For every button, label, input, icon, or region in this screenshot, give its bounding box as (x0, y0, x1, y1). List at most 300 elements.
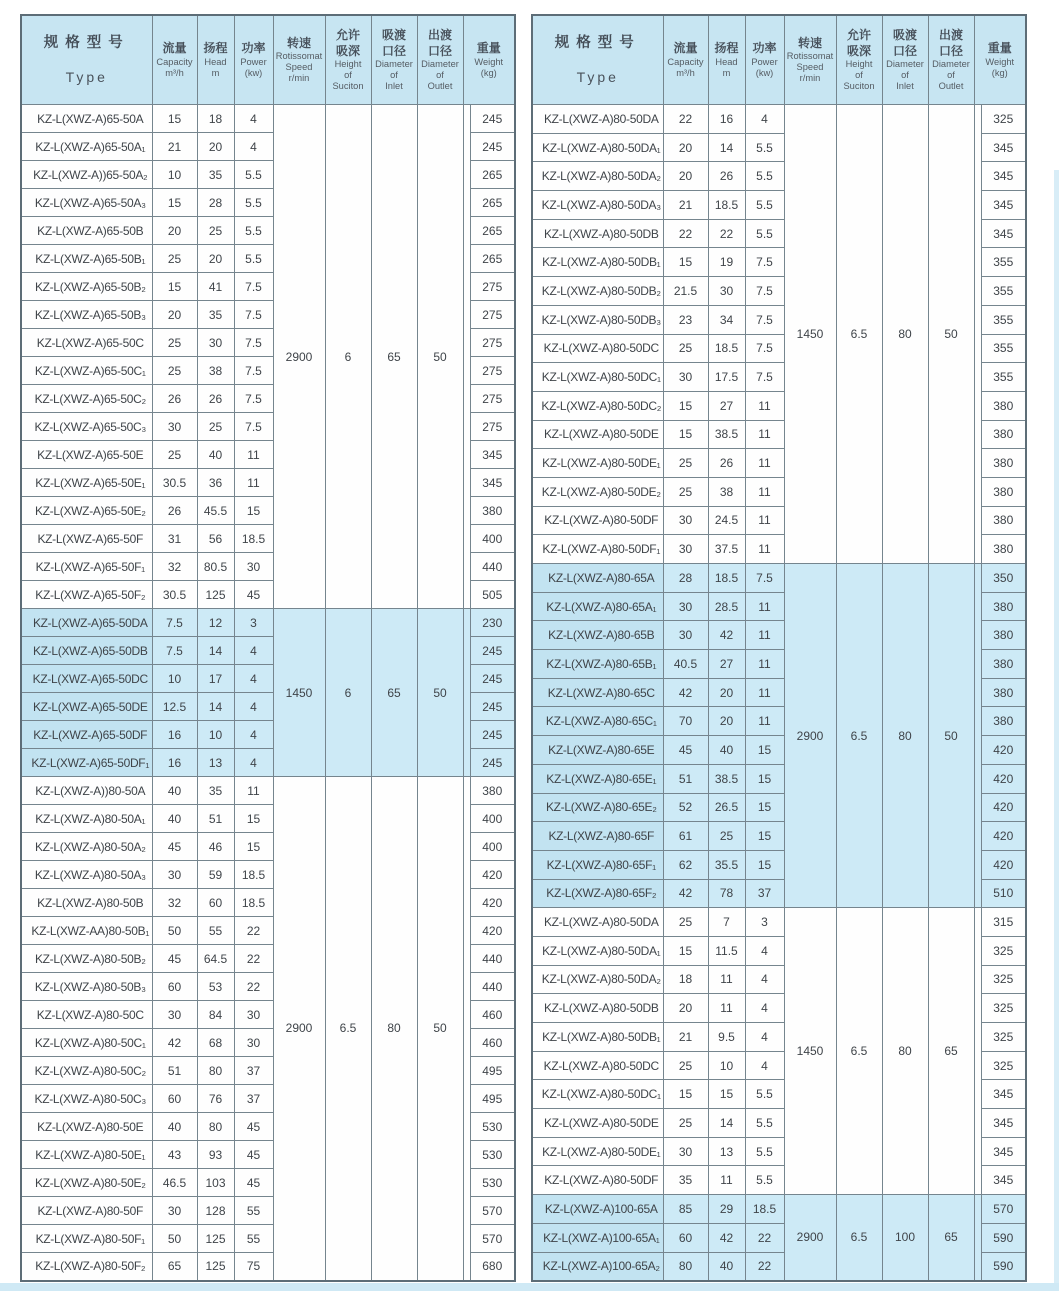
cell-weight: 380 (981, 391, 1026, 420)
cell-head: 18.5 (708, 334, 745, 363)
cell-capacity: 52 (663, 793, 708, 822)
cell-weight: 325 (981, 105, 1026, 134)
cell-capacity: 20 (152, 301, 197, 329)
cell-weight: 420 (981, 793, 1026, 822)
cell-type: KZ-L(XWZ-A)65-50B₃ (21, 301, 152, 329)
cell-inlet-group1: 80 (882, 105, 928, 564)
cell-head: 24.5 (708, 506, 745, 535)
cell-power: 7.5 (745, 305, 784, 334)
cell-type: KZ-L(XWZ-A)100-65A₁ (532, 1223, 663, 1252)
cell-type: KZ-L(XWZ-A)80-50A₃ (21, 861, 152, 889)
cell-capacity: 30 (152, 1197, 197, 1225)
cell-capacity: 22 (663, 105, 708, 134)
cell-weight: 460 (470, 1001, 515, 1029)
header-cell-weight: 重量 Weight (kg) (974, 15, 1026, 105)
header-cell-head: 扬程 Head m (197, 15, 234, 105)
cell-capacity: 32 (152, 553, 197, 581)
cell-head: 16 (708, 105, 745, 134)
cell-capacity: 25 (152, 329, 197, 357)
cell-type: KZ-L(XWZ-A)80-50E₂ (21, 1169, 152, 1197)
cell-capacity: 15 (663, 248, 708, 277)
cell-power: 7.5 (234, 357, 273, 385)
table-body (532, 105, 1026, 1281)
cell-weight: 265 (470, 189, 515, 217)
cell-head: 10 (197, 721, 234, 749)
cell-type: KZ-L(XWZ-A))80-50A (21, 777, 152, 805)
cell-head: 80 (197, 1113, 234, 1141)
cell-weight: 420 (981, 736, 1026, 765)
cell-head: 13 (708, 1137, 745, 1166)
page-edge-strip-bottom (0, 1283, 1059, 1291)
cell-weight: 400 (470, 805, 515, 833)
cell-head: 29 (708, 1195, 745, 1224)
cell-capacity: 25 (152, 245, 197, 273)
cell-power: 37 (234, 1057, 273, 1085)
cell-power: 18.5 (234, 525, 273, 553)
cell-head: 13 (197, 749, 234, 777)
left-table (20, 14, 516, 1282)
cell-type: KZ-L(XWZ-A)80-50DB₁ (532, 1023, 663, 1052)
cell-type: KZ-L(XWZ-A)80-50F (21, 1197, 152, 1225)
cell-capacity: 40 (152, 777, 197, 805)
cell-capacity: 51 (152, 1057, 197, 1085)
cell-suction-group2: 6 (325, 609, 371, 777)
cell-power: 7.5 (234, 273, 273, 301)
cell-capacity: 16 (152, 721, 197, 749)
cell-head: 17.5 (708, 363, 745, 392)
cell-type: KZ-L(XWZ-A)65-50C₁ (21, 357, 152, 385)
cell-head: 14 (708, 133, 745, 162)
cell-suction-group4: 6.5 (836, 1195, 882, 1281)
spec-table-left (20, 14, 516, 1282)
cell-head: 25 (197, 413, 234, 441)
cell-type: KZ-L(XWZ-A)65-50E₁ (21, 469, 152, 497)
cell-power: 3 (234, 609, 273, 637)
cell-head: 68 (197, 1029, 234, 1057)
cell-head: 78 (708, 879, 745, 908)
cell-capacity: 50 (152, 917, 197, 945)
cell-type: KZ-L(XWZ-A)65-50A₃ (21, 189, 152, 217)
cell-type: KZ-L(XWZ-A)80-50DC₁ (532, 1080, 663, 1109)
cell-weight: 350 (981, 564, 1026, 593)
cell-power: 7.5 (234, 329, 273, 357)
cell-capacity: 7.5 (152, 637, 197, 665)
cell-capacity: 21 (152, 133, 197, 161)
cell-power: 4 (745, 105, 784, 134)
cell-type: KZ-L(XWZ-A)80-65F (532, 822, 663, 851)
header-cell-speed: 转速 Rotissomat Speed r/min (273, 15, 325, 105)
cell-capacity: 21 (663, 191, 708, 220)
cell-weight: 275 (470, 357, 515, 385)
cell-power: 4 (234, 721, 273, 749)
cell-power: 15 (745, 764, 784, 793)
cell-type: KZ-L(XWZ-A)65-50DC (21, 665, 152, 693)
cell-power: 4 (234, 749, 273, 777)
header-cell-speed: 转速 Rotissomat Speed r/min (784, 15, 836, 105)
cell-head: 19 (708, 248, 745, 277)
cell-head: 38.5 (708, 420, 745, 449)
cell-power: 5.5 (745, 162, 784, 191)
cell-outlet-group1: 50 (417, 105, 463, 609)
cell-power: 5.5 (234, 217, 273, 245)
cell-power: 22 (234, 945, 273, 973)
cell-power: 22 (745, 1252, 784, 1281)
cell-capacity: 40.5 (663, 650, 708, 679)
cell-weight: 420 (470, 889, 515, 917)
cell-inlet-group4: 100 (882, 1195, 928, 1281)
cell-head: 30 (197, 329, 234, 357)
cell-power: 7.5 (745, 334, 784, 363)
cell-power: 4 (745, 1051, 784, 1080)
cell-weight: 345 (981, 1166, 1026, 1195)
cell-type: KZ-L(XWZ-A)80-50B₂ (21, 945, 152, 973)
cell-type: KZ-L(XWZ-A)80-50E (21, 1113, 152, 1141)
cell-head: 40 (197, 441, 234, 469)
cell-weight: 420 (981, 850, 1026, 879)
cell-head: 25 (708, 822, 745, 851)
cell-capacity: 60 (152, 1085, 197, 1113)
cell-power: 7.5 (234, 413, 273, 441)
cell-head: 35 (197, 777, 234, 805)
cell-weight: 380 (470, 497, 515, 525)
cell-power: 22 (234, 973, 273, 1001)
cell-weight: 275 (470, 273, 515, 301)
cell-head: 14 (708, 1109, 745, 1138)
cell-type: KZ-L(XWZ-A)80-50DC₁ (532, 363, 663, 392)
cell-power: 11 (234, 469, 273, 497)
cell-type: KZ-L(XWZ-A)80-65F₂ (532, 879, 663, 908)
cell-head: 80.5 (197, 553, 234, 581)
cell-head: 38.5 (708, 764, 745, 793)
cell-power: 7.5 (745, 564, 784, 593)
cell-weight: 400 (470, 525, 515, 553)
cell-weight: 590 (981, 1252, 1026, 1281)
cell-power: 7.5 (745, 248, 784, 277)
cell-power: 18.5 (745, 1195, 784, 1224)
cell-head: 34 (708, 305, 745, 334)
cell-power: 15 (234, 497, 273, 525)
cell-type: KZ-L(XWZ-A)80-50DE₂ (532, 477, 663, 506)
header-cell-outlet: 出渡 口径 Diameter of Outlet (928, 15, 974, 105)
cell-capacity: 25 (663, 334, 708, 363)
cell-weight: 570 (470, 1225, 515, 1253)
header-row (21, 15, 515, 105)
cell-capacity: 45 (152, 833, 197, 861)
cell-weight: 530 (470, 1169, 515, 1197)
cell-head: 35 (197, 301, 234, 329)
cell-capacity: 42 (663, 678, 708, 707)
header-cell-weight: 重量 Weight (kg) (463, 15, 515, 105)
cell-capacity: 40 (152, 805, 197, 833)
cell-head: 27 (708, 391, 745, 420)
cell-weight: 380 (981, 535, 1026, 564)
cell-spacer (974, 105, 981, 564)
cell-power: 30 (234, 1029, 273, 1057)
cell-head: 38 (197, 357, 234, 385)
cell-type: KZ-L(XWZ-A)80-50B₃ (21, 973, 152, 1001)
cell-power: 11 (745, 420, 784, 449)
cell-weight: 345 (981, 191, 1026, 220)
cell-type: KZ-L(XWZ-A)80-50DA₂ (532, 965, 663, 994)
cell-speed-group2: 1450 (273, 609, 325, 777)
cell-spacer (974, 1195, 981, 1281)
cell-power: 5.5 (234, 189, 273, 217)
cell-type: KZ-L(XWZ-A)80-50DB₃ (532, 305, 663, 334)
cell-head: 26 (708, 449, 745, 478)
cell-capacity: 60 (663, 1223, 708, 1252)
cell-type: KZ-L(XWZ-A)65-50A₁ (21, 133, 152, 161)
cell-weight: 265 (470, 245, 515, 273)
cell-capacity: 20 (663, 162, 708, 191)
cell-type: KZ-L(XWZ-A)80-50DC (532, 1051, 663, 1080)
cell-head: 37.5 (708, 535, 745, 564)
cell-power: 75 (234, 1253, 273, 1281)
cell-capacity: 15 (663, 420, 708, 449)
cell-capacity: 12.5 (152, 693, 197, 721)
cell-weight: 570 (981, 1195, 1026, 1224)
cell-outlet-group3: 50 (417, 777, 463, 1281)
cell-weight: 345 (470, 441, 515, 469)
cell-outlet-group1: 50 (928, 105, 974, 564)
cell-power: 15 (745, 736, 784, 765)
cell-type: KZ-L(XWZ-A)80-50DB₂ (532, 277, 663, 306)
cell-power: 22 (234, 917, 273, 945)
cell-weight: 345 (981, 133, 1026, 162)
cell-suction-group2: 6.5 (836, 564, 882, 908)
cell-capacity: 7.5 (152, 609, 197, 637)
cell-capacity: 50 (152, 1225, 197, 1253)
cell-weight: 325 (981, 1023, 1026, 1052)
header-cell-suction: 允许 吸深 Height of Suciton (836, 15, 882, 105)
cell-power: 7.5 (745, 363, 784, 392)
header-cell-inlet: 吸渡 口径 Diameter of Inlet (882, 15, 928, 105)
cell-weight: 400 (470, 833, 515, 861)
cell-capacity: 35 (663, 1166, 708, 1195)
cell-power: 55 (234, 1197, 273, 1225)
cell-power: 4 (234, 693, 273, 721)
cell-weight: 325 (981, 965, 1026, 994)
cell-weight: 325 (981, 936, 1026, 965)
cell-weight: 245 (470, 665, 515, 693)
cell-power: 4 (234, 105, 273, 133)
cell-power: 30 (234, 553, 273, 581)
cell-type: KZ-L(XWZ-A)65-50F (21, 525, 152, 553)
cell-head: 27 (708, 650, 745, 679)
cell-type: KZ-L(XWZ-A)65-50B₂ (21, 273, 152, 301)
cell-power: 11 (234, 441, 273, 469)
cell-head: 12 (197, 609, 234, 637)
cell-head: 84 (197, 1001, 234, 1029)
cell-power: 5.5 (234, 245, 273, 273)
cell-type: KZ-L(XWZ-A)80-50DE₁ (532, 449, 663, 478)
spec-row (21, 609, 515, 637)
cell-spacer (974, 908, 981, 1195)
cell-type: KZ-L(XWZ-A)80-50DA₂ (532, 162, 663, 191)
header-cell-head: 扬程 Head m (708, 15, 745, 105)
cell-head: 125 (197, 581, 234, 609)
cell-speed-group3: 1450 (784, 908, 836, 1195)
cell-power: 45 (234, 1169, 273, 1197)
cell-power: 7.5 (234, 301, 273, 329)
cell-weight: 570 (470, 1197, 515, 1225)
cell-type: KZ-L(XWZ-A)80-50C₃ (21, 1085, 152, 1113)
cell-head: 128 (197, 1197, 234, 1225)
cell-head: 51 (197, 805, 234, 833)
cell-type: KZ-L(XWZ-A)65-50DF₁ (21, 749, 152, 777)
cell-type: KZ-L(XWZ-A)80-65F₁ (532, 850, 663, 879)
header-cell-capacity: 流量 Capacity m³/h (663, 15, 708, 105)
cell-head: 41 (197, 273, 234, 301)
cell-capacity: 30.5 (152, 581, 197, 609)
cell-capacity: 10 (152, 161, 197, 189)
cell-capacity: 23 (663, 305, 708, 334)
cell-weight: 510 (981, 879, 1026, 908)
cell-capacity: 15 (663, 391, 708, 420)
cell-weight: 380 (981, 449, 1026, 478)
cell-capacity: 42 (152, 1029, 197, 1057)
cell-weight: 460 (470, 1029, 515, 1057)
header-row (532, 15, 1026, 105)
cell-capacity: 25 (663, 1109, 708, 1138)
cell-power: 30 (234, 1001, 273, 1029)
cell-weight: 275 (470, 329, 515, 357)
cell-power: 7.5 (234, 385, 273, 413)
cell-speed-group3: 2900 (273, 777, 325, 1281)
cell-power: 45 (234, 1141, 273, 1169)
cell-type: KZ-L(XWZ-A)80-50DE (532, 1109, 663, 1138)
cell-head: 10 (708, 1051, 745, 1080)
cell-weight: 380 (981, 678, 1026, 707)
header-cell-capacity: 流量 Capacity m³/h (152, 15, 197, 105)
cell-power: 3 (745, 908, 784, 937)
table-header (21, 15, 515, 105)
cell-weight: 345 (981, 162, 1026, 191)
cell-spacer (463, 609, 470, 777)
cell-weight: 355 (981, 277, 1026, 306)
cell-capacity: 30 (663, 621, 708, 650)
cell-head: 125 (197, 1253, 234, 1281)
cell-capacity: 25 (663, 908, 708, 937)
cell-type: KZ-L(XWZ-A)65-50DA (21, 609, 152, 637)
cell-weight: 440 (470, 945, 515, 973)
header-cell-inlet: 吸渡 口径 Diameter of Inlet (371, 15, 417, 105)
cell-weight: 345 (981, 1080, 1026, 1109)
cell-type: KZ-L(XWZ-A)80-50DE₁ (532, 1137, 663, 1166)
cell-type: KZ-L(XWZ-A)80-50DC₂ (532, 391, 663, 420)
cell-head: 18.5 (708, 564, 745, 593)
cell-head: 93 (197, 1141, 234, 1169)
cell-capacity: 26 (152, 497, 197, 525)
right-table (531, 14, 1027, 1282)
cell-power: 4 (745, 936, 784, 965)
cell-head: 28 (197, 189, 234, 217)
cell-weight: 530 (470, 1141, 515, 1169)
cell-weight: 245 (470, 637, 515, 665)
cell-type: KZ-L(XWZ-A)80-50A₁ (21, 805, 152, 833)
cell-capacity: 25 (663, 449, 708, 478)
cell-head: 7 (708, 908, 745, 937)
spec-row (21, 105, 515, 133)
cell-power: 11 (745, 506, 784, 535)
cell-inlet-group1: 65 (371, 105, 417, 609)
cell-inlet-group3: 80 (882, 908, 928, 1195)
cell-type: KZ-L(XWZ-A)80-65C (532, 678, 663, 707)
cell-power: 4 (745, 1023, 784, 1052)
cell-power: 11 (745, 535, 784, 564)
cell-power: 15 (745, 822, 784, 851)
cell-weight: 315 (981, 908, 1026, 937)
cell-type: KZ-L(XWZ-A)80-50DA₁ (532, 133, 663, 162)
cell-weight: 265 (470, 161, 515, 189)
cell-power: 11 (745, 477, 784, 506)
cell-power: 5.5 (745, 219, 784, 248)
cell-capacity: 51 (663, 764, 708, 793)
cell-type: KZ-L(XWZ-A)65-50F₁ (21, 553, 152, 581)
cell-type: KZ-L(XWZ-A)80-50B (21, 889, 152, 917)
cell-weight: 245 (470, 749, 515, 777)
cell-capacity: 18 (663, 965, 708, 994)
cell-weight: 355 (981, 305, 1026, 334)
cell-capacity: 25 (663, 1051, 708, 1080)
table-body (21, 105, 515, 1281)
cell-type: KZ-L(XWZ-A)65-50A (21, 105, 152, 133)
cell-head: 45.5 (197, 497, 234, 525)
cell-head: 125 (197, 1225, 234, 1253)
cell-outlet-group2: 50 (417, 609, 463, 777)
cell-type: KZ-L(XWZ-A)65-50B₁ (21, 245, 152, 273)
cell-weight: 380 (981, 477, 1026, 506)
cell-capacity: 15 (152, 273, 197, 301)
cell-weight: 230 (470, 609, 515, 637)
cell-head: 103 (197, 1169, 234, 1197)
cell-head: 35 (197, 161, 234, 189)
cell-power: 5.5 (745, 133, 784, 162)
cell-capacity: 80 (663, 1252, 708, 1281)
cell-type: KZ-L(XWZ-A)80-50DB (532, 994, 663, 1023)
cell-head: 11.5 (708, 936, 745, 965)
cell-capacity: 10 (152, 665, 197, 693)
header-cell-type: 规格型号 Type (532, 15, 663, 105)
cell-capacity: 25 (152, 357, 197, 385)
cell-capacity: 25 (152, 441, 197, 469)
cell-weight: 245 (470, 721, 515, 749)
cell-power: 15 (745, 793, 784, 822)
cell-power: 5.5 (234, 161, 273, 189)
cell-capacity: 31 (152, 525, 197, 553)
cell-weight: 325 (981, 1051, 1026, 1080)
cell-head: 64.5 (197, 945, 234, 973)
cell-type: KZ-L(XWZ-A)100-65A (532, 1195, 663, 1224)
cell-head: 20 (708, 707, 745, 736)
cell-type: KZ-L(XWZ-A)80-50DF (532, 1166, 663, 1195)
cell-type: KZ-L(XWZ-A)80-50DA₃ (532, 191, 663, 220)
cell-capacity: 30 (152, 1001, 197, 1029)
cell-head: 26 (197, 385, 234, 413)
cell-power: 4 (745, 994, 784, 1023)
cell-type: KZ-L(XWZ-A)65-50E (21, 441, 152, 469)
cell-capacity: 20 (663, 133, 708, 162)
cell-head: 20 (197, 245, 234, 273)
cell-outlet-group2: 50 (928, 564, 974, 908)
cell-speed-group2: 2900 (784, 564, 836, 908)
cell-type: KZ-L(XWZ-A)80-65E₂ (532, 793, 663, 822)
cell-power: 18.5 (234, 861, 273, 889)
cell-power: 18.5 (234, 889, 273, 917)
cell-capacity: 40 (152, 1113, 197, 1141)
cell-head: 80 (197, 1057, 234, 1085)
cell-weight: 380 (981, 420, 1026, 449)
cell-weight: 245 (470, 693, 515, 721)
